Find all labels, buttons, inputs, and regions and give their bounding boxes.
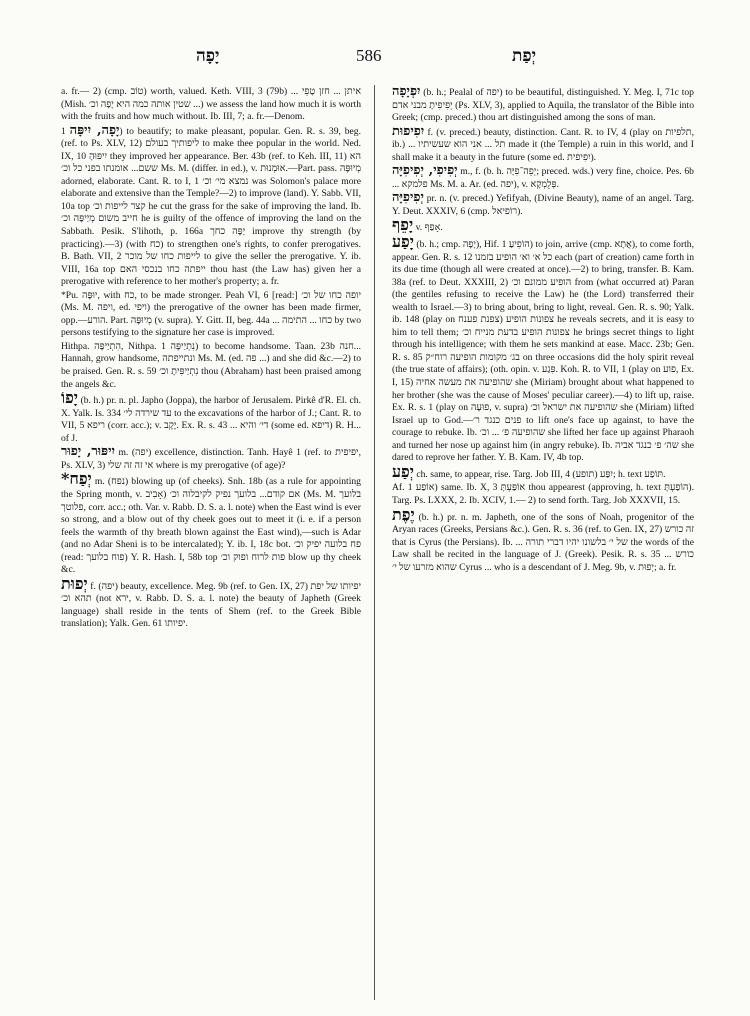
entry-text: a. fr.— 2) (cmp. טוֹב) worth, valued. Keth. VIII, 3 (79b) ... איתן ... חזן טָפֵי (Mish. שטין אותה כמה היא יָפָה וכ׳ ...) we assess the land how much it is worth with the fruits and how much without. Ib. III, 7; a. fr.—Denom. [61, 86, 362, 123]
entry-text: *Pu. יוּפָּה, with כח, to be made stronger. Peah VI, 6 [read:] יופה כחו של וכ׳ (Ms. M. ויפה, ed. ויפי) the prerogative of the owner has been made firmer, opp.—הורע. Part. מְיוּפֶּה (v. supra). Y. Gitt. II, beg. 44a ... כחו ... התימה by two persons testifying to the signature her case is improved. [61, 289, 362, 339]
dictionary-entry [61, 469, 362, 576]
right-column [392, 86, 694, 575]
dictionary-entry [61, 388, 362, 445]
dictionary-entry [392, 165, 694, 191]
dictionary-entry [392, 123, 694, 165]
dictionary-entry [61, 290, 361, 340]
entry-text: f. (יפה) beauty, excellence. Meg. 9b (ref. to Gen. IX, 27) יפיותו של יפת תהא וכ׳ (not ירא, v. Rabb. D. S. a. l. note) the beauty of Japheth (Greek language) shall reside in the tents of Shem (ref. to the Greek Bible translation); Yalk. Gen. 61 יפיותו. [61, 580, 361, 630]
entry-text: (b. h.) pr. n. pl. Japho (Joppa), the harbor of Jerusalem. Pirkê d'R. El. ch. X. Yalk. Is. 334 עד שירדה לי׳ to the excavations of the harbor of J.; Cant. R. to VII, 5 ריפא (corr. acc.); v. יֶקֶב. Ex. R. s. 43 ... די׳ והיא (some ed. דיפא) R. H... of J. [61, 395, 362, 444]
entry-text: ch. same, to appear, rise. Targ. Job III, 4 יִפַּע (תופע); h. text תּוֹפַע. [416, 468, 666, 480]
entry-headword: יִפְיָפָה [392, 84, 421, 99]
dictionary-entry [392, 86, 694, 125]
entry-headword: יְפִיפִיָּה [392, 190, 424, 206]
entry-text: m., f. (b. h. יְפֵה־פִיָּה; preced. wds.) very fine, choice. Pes. 6b ... פלמקא Ms. M. a. Ar. (ed. יפה), v. פְּלֻמְקָא. [392, 166, 694, 190]
dictionary-entry [61, 122, 362, 289]
entry-text: m. (נפח) blowing up (of cheeks). Snh. 18b (as a rule for appointing the Spring month, v. אָבִיב) אם קודם... בלועך נפיק לקיבלוה וכ׳ (Ms. M. בלועך פלוטך, corr. acc.; oth. Var. v. Rabb. D. S. a. l. note) when the East wind is ever so strong, and a blow out of thy cheek goes out to meet it (i. e. if a person feels the warmth of thy breath blown against the East wind),—such is Adar (and no Adar Sheni is to be intercalated); Y. ib. I, 18c bot. פח בלועה יפיק וכ׳ (read: פוח בלועך) Y. R. Hash. I, 58b top פות לרוח ופוק וכ׳ blow up thy cheek &c. [61, 476, 362, 576]
entry-headword: יֶפֶת [392, 504, 415, 524]
entry-text: Af. אוֹפַע 1) same. Ib. X, 3 אוֹפַּעְתָּ thou appearest (approving, h. text הוֹפַעְתָּ). Targ. Ps. LXXX, 2. Ib. XCIV, 1.— 2) to send forth. Targ. Job XXXVII, 15. [392, 482, 695, 506]
dictionary-entry [61, 86, 361, 124]
dictionary-entry [392, 504, 694, 575]
entry-text: f. (v. preced.) beauty, distinction. Cant. R. to IV, 4 (play on תלפיות, ib.) ... תל ... אני הוא שעשיתיו made it (the Temple) a ruin in this world, and I shall make it a beauty in the future (some ed. יִפִיפית). [392, 126, 694, 163]
entry-headword: יִיפּוּר, יָפוּר [61, 444, 115, 460]
entry-text: m. (יפה) excellence, distinction. Tanh. Hayê 1 (ref. to יפיפית, Ps. XLV, 3) אי זה זה שלי where is my prerogative (of age)? [61, 447, 361, 471]
entry-text: (b. h.; cmp. יָפָה), Hif. הוֹפִיעַ 1) to join, arrive (cmp. אֲתָא), to come forth, appear. Gen. R. s. 12 כל א׳ וא׳ הופיע בזמנו each (part of creation) came forth in its due time (though all were created at once).—2) to bring, transfer. B. Kam. 38a (ref. to Deut. XXXIII, 2) הופיע ממונם וכ׳ from (what occurred at) Paran (the gentiles refusing to receive the Law) he (the Lord) transferred their wealth to Israel.—3) to bring about, bring to light, reveal. Gen. R. s. 90; Yalk. ib. 148 (play on צפנת פענח) צפונות הופיע he reveals secrets, and it is easy to him to tell them; צפונות הופיע בדעת מנייח וכ׳ he brings secret things to light through his intelligence; with them he sets mankind at ease. Macc. 23b; Gen. R. s. 85 בג׳ מקומות הופיעה רוח״ק on three occasions did the holy spirit reveal (the true state of affairs); (oth. opin. v. פִּגַע. Koh. R. to VII, 1 (play on פוע, Ex. I, 15) שהופיעה את מעשה אחיה she (Miriam) brought about what happened to her brother (she was the cause of Moses' peculiar career).—4) to lift up, raise. Ex. R. s. 1 (play on פוּעָה, v. supra) שהופיעה את ישראל וכ׳ she (Miriam) lifted Israel up to God.—פנים כנגד ר׳ to lift one's face up against, to have the courage to rebuke. Ib. שהופיעה פ׳ ... וכ׳ she lifted her face up against Pharaoh and turned her nose up against him (in angry rebuke). Ib. שה׳ פ׳ כנגד אביה she dared to reprove her father. Y. B. Kam. IV, 4b top. [392, 239, 695, 464]
entry-headword: יְפוּת [61, 573, 88, 593]
page-number: 586 [356, 46, 382, 65]
entry-text: v. אָפַף. [415, 222, 443, 234]
header-left-word: יָפָה [196, 46, 220, 66]
entry-headword: יְפִיפִי, יְפִיפִיָּה [392, 163, 458, 179]
left-column [61, 86, 361, 632]
header-right-word: יְפַת [512, 46, 537, 66]
entry-headword: יָפֵף [392, 215, 414, 235]
dictionary-entry [61, 446, 361, 472]
entry-headword: יָפָה, יִיפָּה [69, 122, 120, 138]
entry-headword: יְפַע [392, 461, 414, 481]
entry-headword: *יְפַח [61, 469, 92, 489]
entry-headword: יִפִיפוּת [392, 123, 425, 139]
dictionary-entry [392, 215, 694, 235]
dictionary-entry [61, 573, 361, 631]
dictionary-entry [392, 461, 694, 482]
dictionary-entry [61, 341, 361, 391]
entry-headword: יָפוֹ [61, 388, 78, 408]
entry-text: pr. n. (v. preced.) Yefifyah, (Divine Beauty), name of an angel. Targ. Y. Deut. XXXIV, 6 (cmp. רוֹפיאל). [392, 193, 694, 217]
dictionary-entry [392, 192, 694, 218]
entry-text: (b. h.; Pealal of יפה) to be beautiful, distinguished. Y. Meg. I, 71c top יְפִיפִיתָ מבני אדם (Ps. XLV, 3), applied to Aquila, the translator of the Bible into Greek; (cmp. preced.) thou art distinguished among the sons of man. [392, 87, 694, 124]
column-divider [374, 85, 375, 1000]
dictionary-entry [392, 482, 694, 507]
entry-headword: יָפַע [392, 232, 414, 252]
entry-text: 1) to beautify; to make pleasant, popular. Gen. R. s. 39, beg. (ref. to Ps. XLV, 12) ליפותיך בעולם to make thee popular in the world. Ned. IX, 10 יִיפּוּהָ they improved her appearance. Ber. 43b (ref. to Keh. III, 11) הא ששם... אומנתו בפני כל וכ׳ Ms. M. (differ. in ed.), v. אוּמְנוּת.—Part. pass. מְיוּפֶּה adorned, elaborate. Cant. R. to I, 1 נמצא מי׳ וכ׳ was Solomon's palace more elaborate and extensive than the Temple?—2) to improve (land). Y. Sabb. VII, 10a top קצר לייפות וכ׳ he cut the grass for the sake of improving the land. Ib. חייב משום מְיַיפָּה וכ׳ he is guilty of the offence of improving the land on the Sabbath. Pesik. S'lihoth, p. 166a יַפֶּה כחך improve thy strength (by practicing).—3) (with כח) to strengthen one's rights, to confer prerogatives. B. Bath. VII, 2 לייפות כחו של מוכר to give the seller the prerogative. Y. ib. VIII, 16a top ייפתה כחו בנכסי האם thou hast (the Law has) given her a prerogative with reference to her mother's property; a. fr. [61, 125, 362, 288]
entry-text: Hithpa. הִתְיַיפָּה, Nithpa. נִתְיַיפָּה 1) to become handsome. Taan. 23b חנה... Hannah, grow handsome, ונתייפתה Ms. M. (ed. פה ...) and she did &c.—2) to be praised. Gen. R. s. 59 נִתְיַיפִּיתָ וכ׳ thou (Abraham) hast been praised among the angels &c. [61, 340, 361, 390]
entry-text: (b. h.) pr. n. m. Japheth, one of the sons of Noah, progenitor of the Aryan races (Greeks, Persians &c.). Gen. R. s. 36 (ref. to Gen. IX, 27) זה כורש that is Cyrus (the Persians). Ib. ... של י׳ בלשונו יהיו דברי תורה the words of the Law shall be recited in the language of J. (Greek). Pesik. R. s. 35 כורש ... שהוא מזרעו של י׳ Cyrus ... who is a descendant of J. Meg. 9b, v. יְפוּת; a. fr. [392, 511, 694, 573]
dictionary-entry [392, 232, 695, 465]
